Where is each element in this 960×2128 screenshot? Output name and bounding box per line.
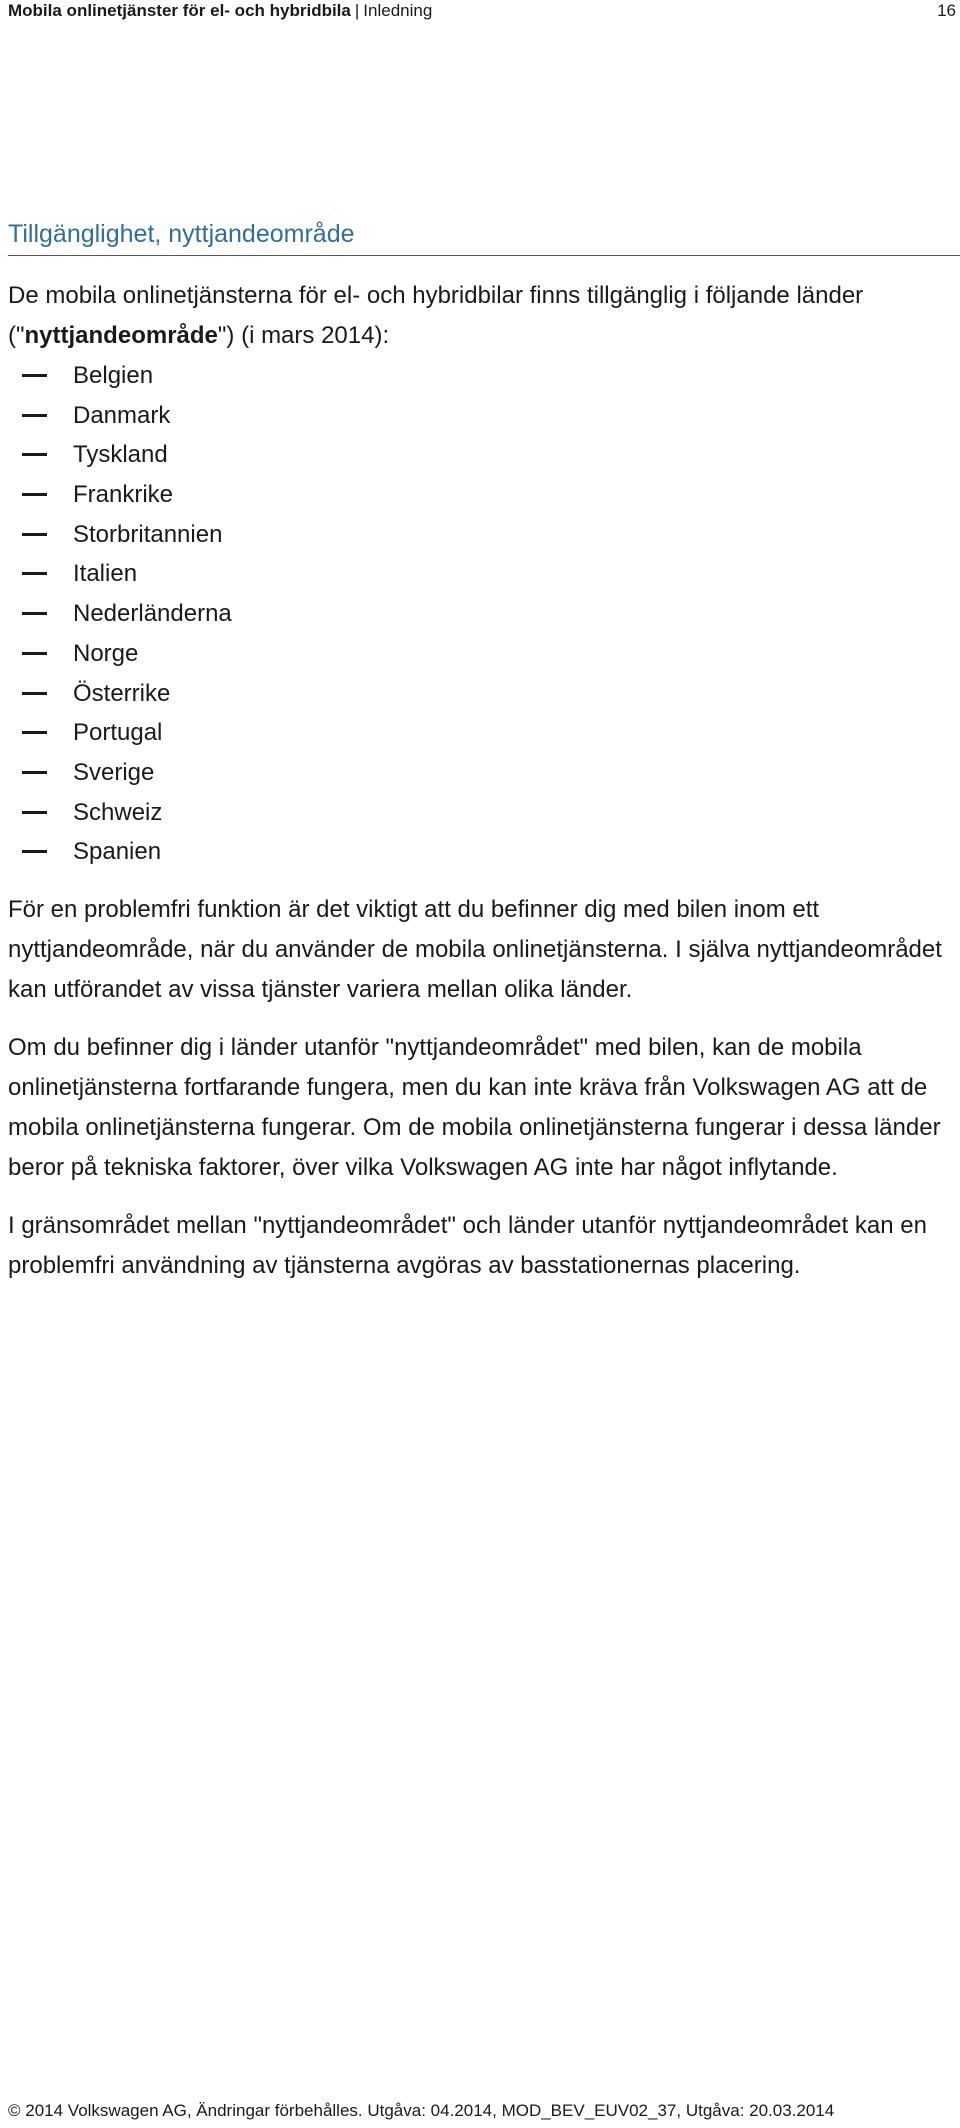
country-name: Belgien <box>73 362 154 389</box>
title-divider <box>8 255 960 256</box>
body-paragraph: Om du befinner dig i länder utanför "nyttjandeområdet" med bilen, kan de mobila onlinetjänsterna fortfarande fungera, men du kan inte kräva från Volkswagen AG att de mobila onlinetjänsterna fungerar. Om de mobila onlinetjänsterna fungerar i dessa länder beror på tekniska faktorer, över vilka Volkswagen AG inte har något inflytande. <box>8 1033 941 1181</box>
header-section: Inledning <box>363 1 433 20</box>
list-item <box>8 832 952 872</box>
list-item <box>8 793 952 833</box>
country-name: Storbritannien <box>73 520 223 548</box>
page-footer: © 2014 Volkswagen AG, Ändringar förbehålles. Utgåva: 04.2014, MOD_BEV_EUV02_37, Utgåva: 20.03.2014 <box>8 2101 835 2120</box>
body-paragraph: I gränsområdet mellan "nyttjandeområdet" och länder utanför nyttjandeområdet kan en problemfri användning av tjänsterna avgöras av basstationernas placering. <box>8 1211 927 1279</box>
list-item <box>8 554 952 594</box>
intro-paragraph <box>8 276 952 356</box>
document-title: Mobila onlinetjänster för el- och hybridbila <box>8 1 351 20</box>
main-content <box>8 276 952 1304</box>
dash-bullet-icon <box>22 850 47 853</box>
dash-bullet-icon <box>22 771 47 774</box>
country-name: Danmark <box>73 401 171 429</box>
country-name: Tyskland <box>73 441 168 469</box>
body-paragraph: För en problemfri funktion är det viktigt att du befinner dig med bilen inom ett nyttjandeområde, när du använder de mobila onlinetjänsterna. I själva nyttjandeområdet kan utförandet av vissa tjänster variera mellan olika länder. <box>8 895 942 1003</box>
dash-bullet-icon <box>22 453 47 456</box>
intro-text-after: ") (i mars 2014): <box>217 322 390 349</box>
header-separator: | <box>354 1 360 20</box>
list-item <box>8 674 952 714</box>
dash-bullet-icon <box>22 731 47 734</box>
dash-bullet-icon <box>22 811 47 814</box>
page-header <box>8 0 960 22</box>
dash-bullet-icon <box>22 374 47 377</box>
country-name: Sverige <box>73 758 155 786</box>
list-item <box>8 753 952 793</box>
country-name: Nederländerna <box>73 600 232 628</box>
dash-bullet-icon <box>22 414 47 417</box>
intro-bold-term: nyttjandeområde <box>24 322 218 349</box>
dash-bullet-icon <box>22 533 47 536</box>
country-name: Portugal <box>73 719 163 747</box>
list-item <box>8 713 952 753</box>
list-item <box>8 435 952 475</box>
list-item <box>8 515 952 555</box>
country-name: Italien <box>73 560 138 588</box>
list-item <box>8 634 952 674</box>
country-name: Frankrike <box>73 481 174 509</box>
list-item <box>8 396 952 436</box>
dash-bullet-icon <box>22 612 47 615</box>
country-name: Spanien <box>73 838 162 866</box>
intro-text-before: De mobila onlinetjänsterna för el- och hybridbilar finns tillgänglig i följande länder (" <box>8 282 864 349</box>
dash-bullet-icon <box>22 652 47 655</box>
list-item <box>8 475 952 515</box>
page-number: 16 <box>937 1 956 20</box>
section-title: Tillgänglighet, nyttjandeområde <box>8 220 355 248</box>
dash-bullet-icon <box>22 572 47 575</box>
country-name: Schweiz <box>73 798 163 826</box>
dash-bullet-icon <box>22 692 47 695</box>
country-list <box>8 356 952 872</box>
country-name: Österrike <box>73 679 171 707</box>
country-name: Norge <box>73 639 139 667</box>
list-item <box>8 594 952 634</box>
dash-bullet-icon <box>22 493 47 496</box>
list-item <box>8 356 952 396</box>
